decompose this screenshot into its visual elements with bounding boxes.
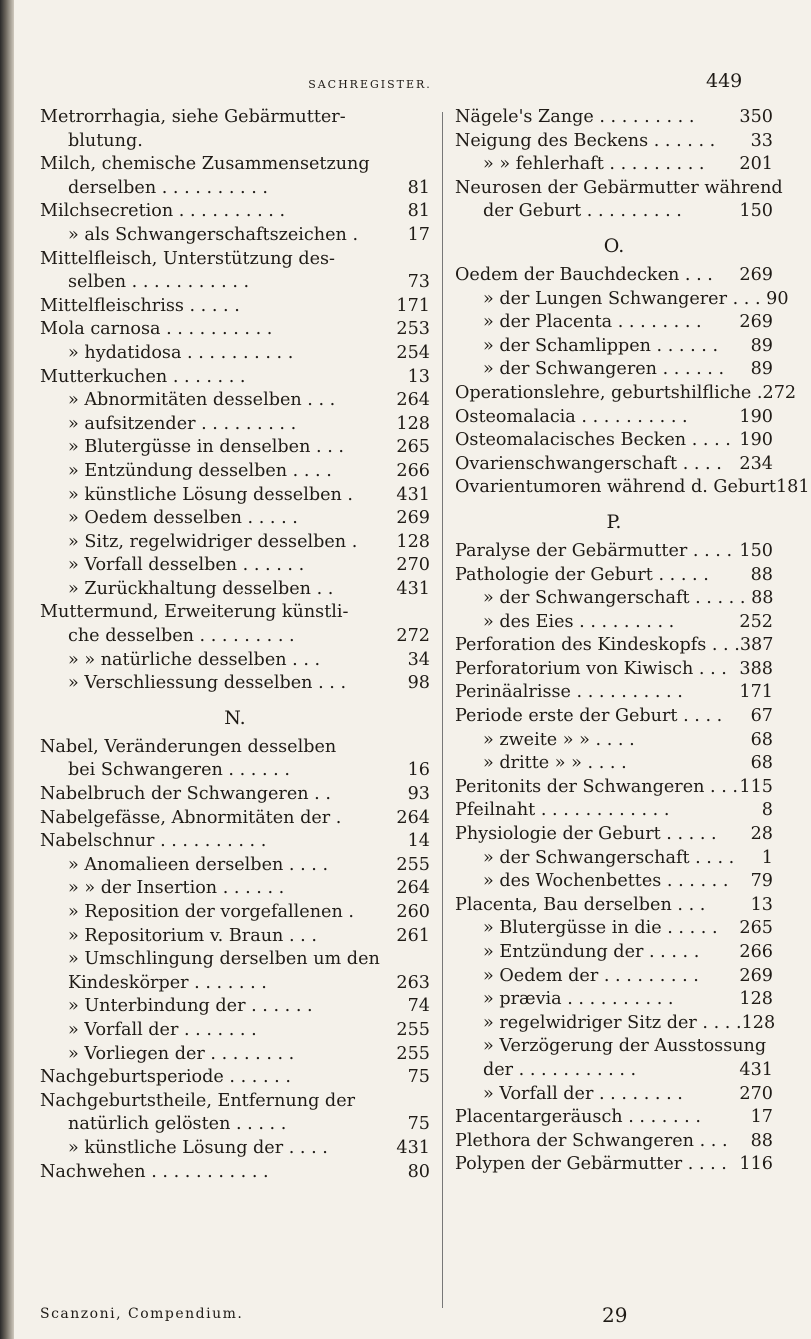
- entry-text: » Oedem der . . . . . . . . .: [483, 965, 699, 986]
- entry-page-ref: 388: [739, 658, 773, 679]
- index-entry: [455, 658, 773, 682]
- entry-text: Nachgeburtsperiode . . . . . .: [40, 1067, 291, 1088]
- index-entry: [455, 1130, 773, 1154]
- entry-text: Mittelfleisch, Unterstützung des-: [40, 248, 335, 269]
- index-entry: [455, 681, 773, 705]
- index-subentry: [40, 531, 430, 555]
- entry-text: Pathologie der Geburt . . . . .: [455, 564, 709, 585]
- index-column-right: [455, 106, 810, 1177]
- index-subentry: [40, 948, 430, 972]
- entry-text: Mola carnosa . . . . . . . . . .: [40, 319, 273, 340]
- entry-text: Milch, chemische Zusammensetzung: [40, 154, 370, 175]
- entry-page-ref: 263: [396, 972, 430, 993]
- entry-text: Perinäalrisse . . . . . . . . . .: [455, 682, 683, 703]
- index-entry-continuation: [40, 759, 430, 783]
- entry-page-ref: 181: [775, 477, 810, 498]
- index-subentry: [455, 335, 773, 359]
- entry-page-ref: 270: [739, 1083, 773, 1104]
- index-subentry: [455, 587, 773, 611]
- index-subentry: [455, 752, 773, 776]
- entry-text: der . . . . . . . . . . .: [483, 1059, 637, 1080]
- index-subentry: [455, 988, 773, 1012]
- entry-page-ref: 128: [739, 989, 773, 1010]
- entry-page-ref: 13: [750, 894, 773, 915]
- entry-text: Neigung des Beckens . . . . . .: [455, 130, 716, 151]
- index-subentry: [40, 460, 430, 484]
- running-header: SACHREGISTER.: [308, 78, 432, 91]
- entry-text: » des Eies . . . . . . . . .: [483, 611, 675, 632]
- index-entry: [40, 1066, 430, 1090]
- entry-page-ref: 13: [407, 366, 430, 387]
- index-entry: [455, 476, 810, 500]
- entry-page-ref: 88: [750, 1130, 773, 1151]
- index-entry: [455, 705, 773, 729]
- entry-page-ref: [402, 106, 430, 130]
- entry-page-ref: 81: [407, 177, 430, 198]
- entry-text: Osteomalacia . . . . . . . . . .: [455, 406, 688, 427]
- index-entry-continuation: [40, 177, 430, 201]
- entry-text: Kindeskörper . . . . . . .: [68, 972, 267, 993]
- entry-page-ref: 387: [739, 635, 774, 656]
- entry-text: natürlich gelösten . . . . .: [68, 1114, 287, 1135]
- entry-text: » Entzündung der . . . . .: [483, 942, 700, 962]
- entry-text: der Geburt . . . . . . . . .: [483, 201, 682, 222]
- entry-page-ref: 67: [750, 706, 773, 727]
- entry-text: » aufsitzender . . . . . . . . .: [68, 413, 297, 434]
- index-entry: [455, 823, 773, 847]
- entry-text: Nabelbruch der Schwangeren . .: [40, 784, 331, 805]
- index-entry: [455, 177, 783, 201]
- entry-text: » des Wochenbettes . . . . . .: [483, 871, 729, 892]
- entry-page-ref: 150: [739, 540, 773, 561]
- entry-page-ref: 264: [396, 807, 430, 828]
- entry-text: » Vorfall der . . . . . . . .: [483, 1083, 683, 1104]
- index-subentry: [40, 342, 430, 366]
- index-subentry: [40, 1043, 430, 1067]
- entry-text: » der Schwangeren . . . . . .: [483, 359, 725, 380]
- entry-text: Nabelschnur . . . . . . . . . .: [40, 831, 267, 852]
- book-spine-edge: [0, 0, 14, 1339]
- entry-text: » hydatidosa . . . . . . . . . .: [68, 342, 294, 363]
- index-entry: [455, 264, 773, 288]
- entry-page-ref: 252: [739, 611, 773, 632]
- entry-text: » Anomalieen derselben . . . .: [68, 854, 329, 875]
- index-entry: [40, 295, 430, 319]
- entry-text: » regelwidriger Sitz der . . . .: [483, 1012, 742, 1033]
- entry-page-ref: 266: [396, 460, 430, 481]
- entry-text: Neurosen der Gebärmutter während: [455, 177, 783, 198]
- entry-page-ref: 17: [407, 224, 430, 245]
- entry-page-ref: 34: [407, 649, 430, 670]
- entry-text: Perforation des Kindeskopfs . . .: [455, 635, 740, 656]
- section-heading: P.: [606, 510, 622, 533]
- entry-text: » Zurückhaltung desselben . .: [68, 578, 334, 599]
- entry-page-ref: 272: [762, 382, 797, 403]
- entry-page-ref: 68: [750, 753, 773, 774]
- entry-page-ref: 128: [396, 413, 430, 434]
- entry-text: » Reposition der vorgefallenen .: [68, 902, 354, 922]
- entry-text: Operationslehre, geburtshilfliche .: [455, 382, 763, 403]
- entry-text: Nabelgefässe, Abnormitäten der .: [40, 807, 342, 828]
- entry-page-ref: 255: [396, 1043, 430, 1064]
- entry-page-ref: 98: [407, 673, 430, 694]
- entry-text: che desselben . . . . . . . . .: [68, 626, 295, 647]
- entry-text: » künstliche Lösung desselben .: [68, 484, 354, 505]
- index-column-left: [40, 106, 430, 1184]
- entry-text: » prævia . . . . . . . . . .: [483, 989, 674, 1010]
- index-subentry: [455, 311, 773, 335]
- entry-page-ref: [402, 601, 430, 625]
- entry-text: Nägele's Zange . . . . . . . . .: [455, 107, 695, 127]
- entry-page-ref: 79: [750, 871, 773, 892]
- index-entry: [455, 130, 773, 154]
- index-subentry: [455, 1035, 773, 1059]
- entry-text: » Repositorium v. Braun . . .: [68, 925, 317, 946]
- entry-page-ref: 89: [750, 359, 773, 380]
- index-subentry: [40, 672, 430, 696]
- entry-page-ref: 260: [396, 902, 430, 922]
- entry-page-ref: 75: [407, 1067, 430, 1088]
- entry-text: Nachgeburtstheile, Entfernung der: [40, 1090, 356, 1111]
- entry-page-ref: 431: [396, 484, 430, 505]
- entry-page-ref: [402, 1090, 430, 1114]
- index-entry: [455, 1106, 773, 1130]
- index-subentry: [40, 1019, 430, 1043]
- entry-page-ref: 81: [407, 201, 430, 222]
- entry-page-ref: 88: [750, 564, 773, 585]
- entry-text: Osteomalacisches Becken . . . .: [455, 430, 731, 451]
- entry-text: Metrorrhagia, siehe Gebärmutter-: [40, 107, 346, 127]
- entry-text: Pfeilnaht . . . . . . . . . . . .: [455, 800, 670, 821]
- entry-page-ref: 264: [396, 878, 430, 899]
- entry-text: » als Schwangerschaftszeichen .: [68, 224, 359, 245]
- index-entry-continuation: [455, 1059, 773, 1083]
- entry-text: » » natürliche desselben . . .: [68, 649, 321, 670]
- entry-page-ref: 255: [396, 1019, 430, 1040]
- page-number: 449: [706, 70, 743, 92]
- entry-page-ref: [783, 177, 811, 201]
- index-entry-continuation: [40, 1113, 430, 1137]
- entry-page-ref: 431: [739, 1059, 773, 1080]
- entry-text: Peritonits der Schwangeren . . .: [455, 776, 738, 797]
- entry-text: » zweite » » . . . .: [483, 729, 635, 750]
- index-entry: [40, 1090, 430, 1114]
- index-subentry: [40, 554, 430, 578]
- index-entry: [455, 540, 773, 564]
- index-subentry: [455, 153, 773, 177]
- entry-page-ref: 171: [396, 295, 430, 316]
- entry-page-ref: 28: [750, 824, 773, 845]
- entry-page-ref: 261: [396, 925, 430, 946]
- entry-page-ref: 68: [750, 729, 773, 750]
- entry-page-ref: 14: [407, 831, 430, 852]
- entry-text: » » fehlerhaft . . . . . . . . .: [483, 154, 705, 175]
- entry-page-ref: 190: [739, 430, 773, 451]
- entry-text: » Verzögerung der Ausstossung: [483, 1036, 767, 1057]
- index-entry: [455, 634, 773, 658]
- entry-page-ref: 89: [750, 335, 773, 356]
- entry-page-ref: 90: [766, 288, 789, 309]
- index-subentry: [455, 358, 773, 382]
- entry-text: » Verschliessung desselben . . .: [68, 673, 347, 694]
- index-subentry: [40, 854, 430, 878]
- index-subentry: [40, 484, 430, 508]
- entry-text: Placentargeräusch . . . . . . .: [455, 1107, 701, 1128]
- entry-text: Ovarienschwangerschaft . . . .: [455, 453, 722, 474]
- index-subentry: [40, 925, 430, 949]
- entry-page-ref: 150: [739, 201, 773, 222]
- entry-page-ref: 88: [751, 588, 774, 609]
- index-entry: [455, 564, 773, 588]
- entry-page-ref: 201: [739, 154, 773, 175]
- entry-page-ref: 115: [739, 776, 773, 797]
- entry-page-ref: 93: [407, 784, 430, 805]
- entry-page-ref: [402, 130, 430, 154]
- entry-page-ref: 128: [396, 531, 430, 552]
- entry-text: Nabel, Veränderungen desselben: [40, 736, 337, 757]
- index-subentry: [455, 917, 773, 941]
- entry-text: selben . . . . . . . . . . .: [68, 272, 250, 293]
- entry-page-ref: 128: [741, 1012, 776, 1033]
- index-entry-continuation: [40, 271, 430, 295]
- signature-mark: 29: [602, 1303, 628, 1327]
- entry-text: » der Lungen Schwangerer . . .: [483, 288, 761, 309]
- entry-text: » der Schamlippen . . . . . .: [483, 335, 719, 356]
- index-subentry: [455, 611, 773, 635]
- index-subentry: [40, 995, 430, 1019]
- entry-text: » künstliche Lösung der . . . .: [68, 1137, 328, 1158]
- entry-text: Perforatorium von Kiwisch . . .: [455, 658, 727, 679]
- entry-page-ref: [402, 248, 430, 272]
- entry-text: » der Schwangerschaft . . . .: [483, 847, 735, 868]
- entry-text: » Umschlingung derselben um den: [68, 949, 380, 970]
- entry-text: » Abnormitäten desselben . . .: [68, 390, 336, 411]
- index-subentry: [40, 877, 430, 901]
- index-entry: [455, 1153, 773, 1177]
- entry-text: Plethora der Schwangeren . . .: [455, 1130, 728, 1151]
- entry-page-ref: 73: [407, 272, 430, 293]
- index-entry: [40, 601, 430, 625]
- entry-page-ref: 350: [739, 107, 773, 127]
- entry-text: » Vorfall der . . . . . . .: [68, 1019, 257, 1040]
- index-subentry: [455, 1012, 776, 1036]
- entry-page-ref: [766, 1035, 794, 1059]
- entry-text: » Sitz, regelwidriger desselben .: [68, 531, 358, 552]
- index-subentry: [455, 288, 789, 312]
- index-entry: [455, 776, 773, 800]
- entry-page-ref: 171: [739, 682, 773, 703]
- entry-page-ref: 265: [739, 918, 773, 939]
- index-subentry: [40, 436, 430, 460]
- index-entry: [455, 894, 773, 918]
- entry-page-ref: [402, 948, 430, 972]
- entry-text: Milchsecretion . . . . . . . . . .: [40, 201, 286, 222]
- entry-page-ref: 1: [761, 847, 773, 868]
- index-entry: [40, 807, 430, 831]
- index-subentry: [455, 847, 773, 871]
- index-entry: [40, 830, 430, 854]
- index-entry: [40, 248, 430, 272]
- index-subentry: [455, 941, 773, 965]
- entry-page-ref: 75: [407, 1114, 430, 1135]
- entry-text: » Vorliegen der . . . . . . . .: [68, 1043, 295, 1064]
- index-entry: [40, 200, 430, 224]
- entry-text: Ovarientumoren während d. Geburt: [455, 477, 776, 498]
- index-entry: [455, 429, 773, 453]
- entry-text: » Blutergüsse in die . . . . .: [483, 918, 718, 939]
- index-entry: [40, 366, 430, 390]
- entry-page-ref: 269: [739, 965, 773, 986]
- entry-page-ref: 74: [407, 996, 430, 1017]
- entry-page-ref: [402, 736, 430, 760]
- entry-page-ref: 431: [396, 578, 430, 599]
- entry-page-ref: 264: [396, 390, 430, 411]
- index-subentry: [40, 649, 430, 673]
- entry-page-ref: 253: [396, 319, 430, 340]
- index-subentry: [40, 901, 430, 925]
- index-subentry: [455, 870, 773, 894]
- index-subentry: [455, 729, 773, 753]
- index-entry: [455, 382, 797, 406]
- index-entry: [455, 799, 773, 823]
- entry-text: » der Schwangerschaft . . . . .: [483, 588, 746, 609]
- entry-page-ref: 254: [396, 342, 430, 363]
- index-entry: [40, 106, 430, 130]
- entry-text: Placenta, Bau derselben . . .: [455, 894, 706, 915]
- entry-text: » Blutergüsse in denselben . . .: [68, 437, 344, 458]
- section-heading: O.: [603, 234, 625, 257]
- index-subentry: [455, 965, 773, 989]
- entry-page-ref: 270: [396, 555, 430, 576]
- entry-page-ref: 269: [739, 312, 773, 333]
- index-entry: [455, 106, 773, 130]
- index-subentry: [40, 413, 430, 437]
- entry-text: » der Placenta . . . . . . . .: [483, 312, 702, 333]
- entry-text: Mutterkuchen . . . . . . .: [40, 366, 246, 387]
- entry-page-ref: 17: [750, 1107, 773, 1128]
- index-entry-continuation: [455, 200, 773, 224]
- entry-text: derselben . . . . . . . . . .: [68, 177, 269, 198]
- index-entry: [40, 153, 430, 177]
- entry-page-ref: 265: [396, 437, 430, 458]
- entry-page-ref: 80: [407, 1161, 430, 1182]
- entry-text: Mittelfleischriss . . . . .: [40, 295, 240, 316]
- entry-page-ref: 431: [396, 1137, 430, 1158]
- index-subentry: [40, 1137, 430, 1161]
- entry-page-ref: 269: [396, 508, 430, 529]
- index-subentry: [40, 507, 430, 531]
- index-subentry: [40, 224, 430, 248]
- entry-text: » » der Insertion . . . . . .: [68, 878, 285, 899]
- index-entry: [40, 318, 430, 342]
- footer-imprint: Scanzoni, Compendium.: [40, 1306, 244, 1322]
- entry-text: Physiologie der Geburt . . . . .: [455, 824, 717, 845]
- entry-text: blutung.: [68, 130, 143, 151]
- entry-page-ref: 272: [396, 626, 430, 647]
- entry-text: » Entzündung desselben . . . .: [68, 460, 332, 481]
- index-subentry: [455, 1083, 773, 1107]
- index-entry: [40, 783, 430, 807]
- index-subentry: [40, 578, 430, 602]
- entry-text: Polypen der Gebärmutter . . . .: [455, 1154, 727, 1175]
- entry-text: » Vorfall desselben . . . . . .: [68, 555, 305, 576]
- index-entry: [455, 453, 773, 477]
- entry-text: » Unterbindung der . . . . . .: [68, 996, 313, 1017]
- entry-page-ref: 255: [396, 854, 430, 875]
- index-subentry: [40, 389, 430, 413]
- entry-page-ref: 190: [739, 406, 773, 427]
- entry-page-ref: 234: [739, 453, 773, 474]
- entry-page-ref: 8: [761, 800, 773, 821]
- index-entry-continuation: [40, 972, 430, 996]
- section-heading: N.: [224, 706, 246, 729]
- index-entry-continuation: [40, 625, 430, 649]
- index-entry: [40, 736, 430, 760]
- index-entry: [40, 1161, 430, 1185]
- entry-text: Periode erste der Geburt . . . .: [455, 706, 723, 727]
- entry-page-ref: 269: [739, 264, 773, 285]
- entry-page-ref: 116: [739, 1154, 773, 1175]
- entry-text: bei Schwangeren . . . . . .: [68, 760, 290, 781]
- entry-page-ref: [402, 153, 430, 177]
- entry-text: Muttermund, Erweiterung künstli-: [40, 602, 349, 623]
- column-divider: [442, 112, 443, 1308]
- entry-page-ref: 266: [739, 942, 773, 962]
- entry-text: » Oedem desselben . . . . .: [68, 508, 298, 529]
- entry-text: Oedem der Bauchdecken . . .: [455, 264, 713, 285]
- entry-text: Paralyse der Gebärmutter . . . .: [455, 540, 733, 561]
- index-entry-continuation: [40, 130, 430, 154]
- entry-text: Nachwehen . . . . . . . . . . .: [40, 1161, 269, 1182]
- index-entry: [455, 406, 773, 430]
- entry-page-ref: 16: [407, 760, 430, 781]
- entry-page-ref: 33: [750, 130, 773, 151]
- entry-text: » dritte » » . . . .: [483, 753, 627, 774]
